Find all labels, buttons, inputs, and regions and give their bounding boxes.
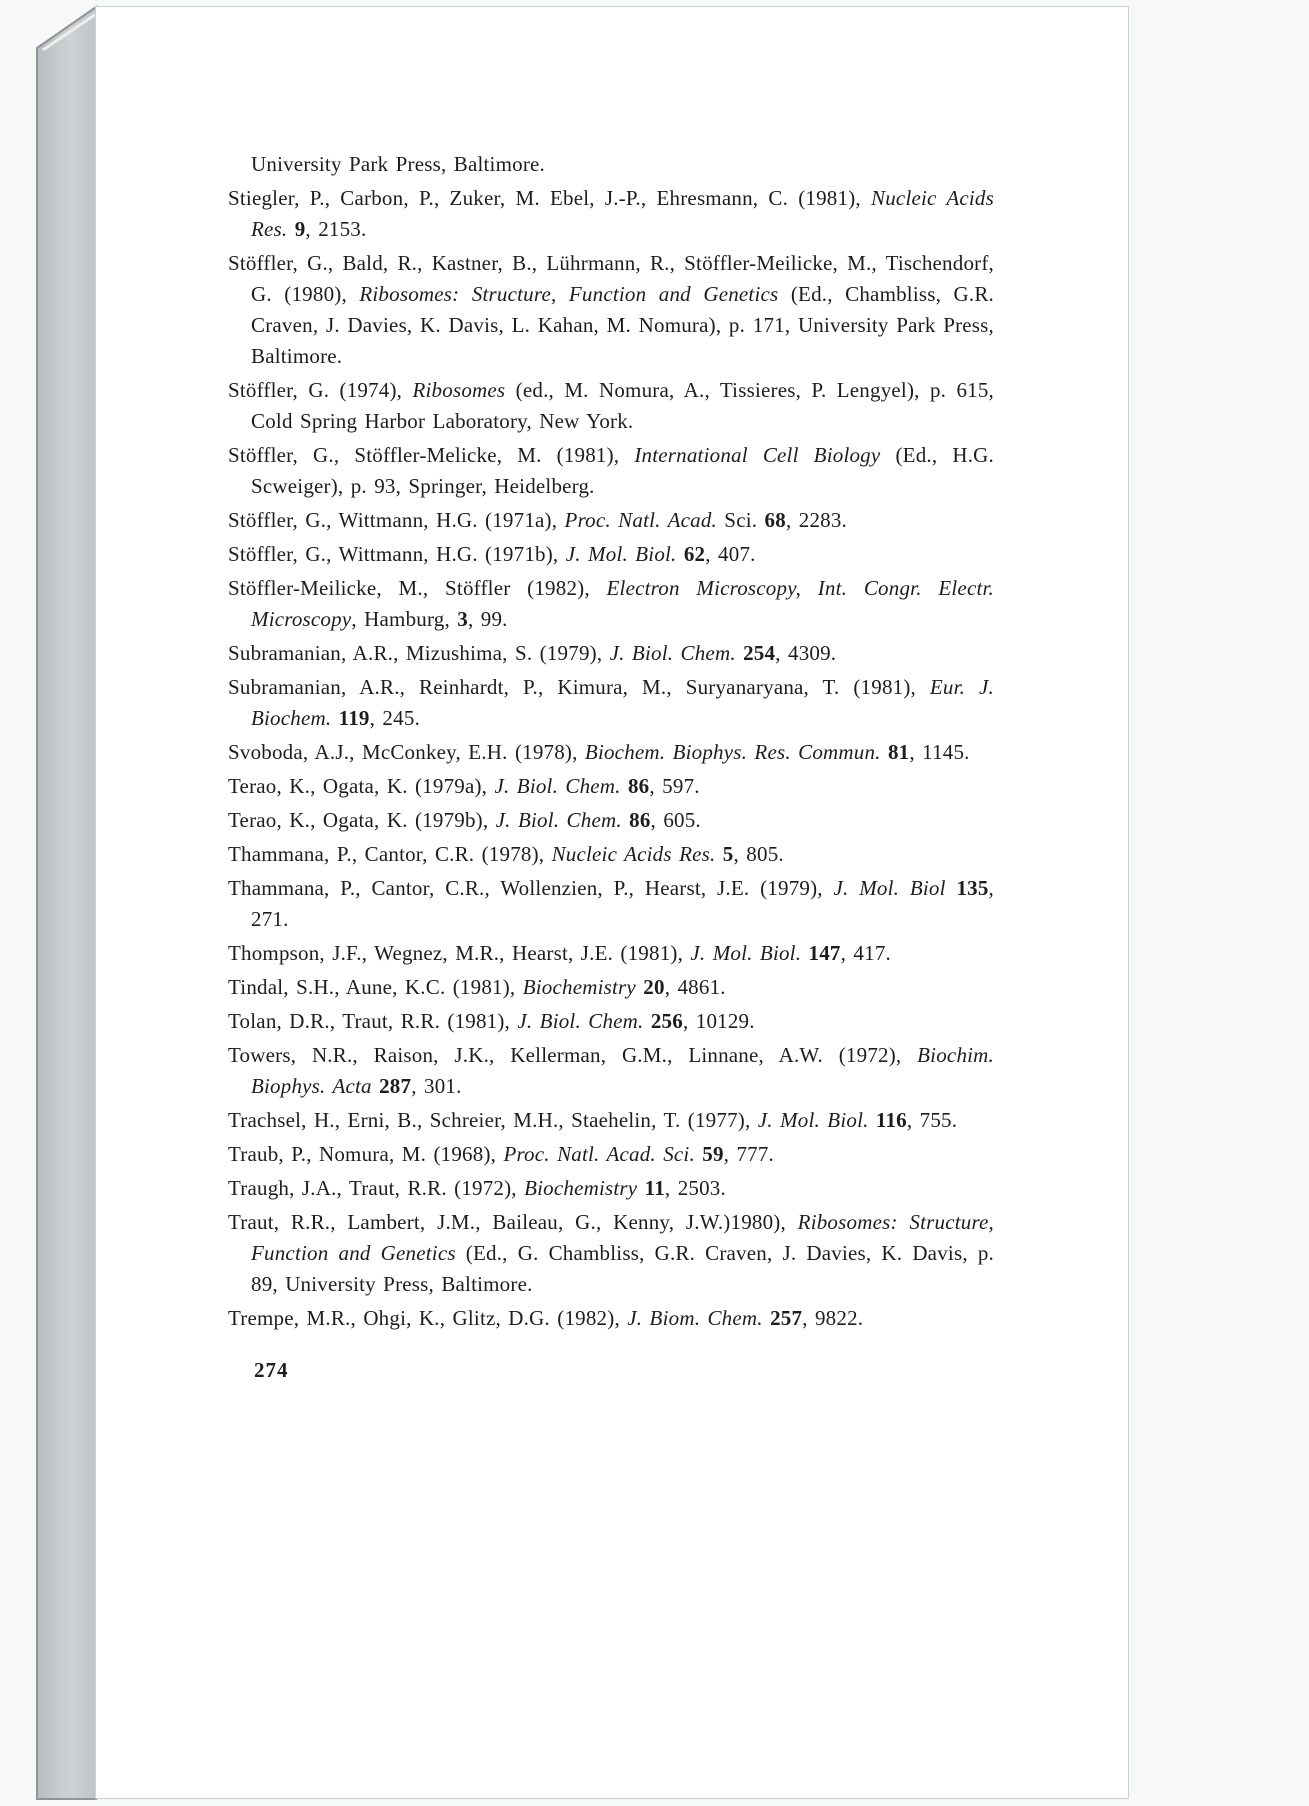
ref-segment: , 605. [650, 808, 701, 832]
ref-segment: Stöffler-Meilicke, M., Stöffler (1982), [228, 576, 607, 600]
ref-segment: J. Biom. Chem. [627, 1306, 763, 1330]
reference-entry [228, 573, 994, 635]
ref-segment: Stöffler, G., Wittmann, H.G. (1971b), [228, 542, 566, 566]
ref-segment: Stöffler, G. (1974), [228, 378, 413, 402]
ref-segment [372, 1074, 379, 1098]
page-stack-edge [37, 7, 96, 1799]
reference-entry [228, 505, 994, 536]
ref-segment: University Park Press, Baltimore. [251, 152, 545, 176]
ref-segment: Trempe, M.R., Ohgi, K., Glitz, D.G. (1982), [228, 1306, 628, 1330]
page-number: 274 [254, 1358, 289, 1382]
ref-segment: 3 [457, 607, 468, 631]
ref-segment: Proc. Natl. Acad. [564, 508, 717, 532]
ref-segment [736, 641, 743, 665]
ref-segment: 135 [956, 876, 989, 900]
ref-segment: J. Biol. Chem. [517, 1009, 644, 1033]
ref-segment: Subramanian, A.R., Reinhardt, P., Kimura, M., Suryanaryana, T. (1981), [228, 675, 930, 699]
ref-segment: Eur. J. Biochem. [251, 675, 994, 730]
ref-segment: (Ed., H.G. Scweiger), p. 93, Springer, Heidelberg. [251, 443, 994, 498]
ref-segment: Thompson, J.F., Wegnez, M.R., Hearst, J.E. (1981), [228, 941, 691, 965]
references-list [228, 149, 994, 1334]
reference-entry [228, 183, 994, 245]
ref-segment: , Hamburg, [351, 607, 458, 631]
ref-segment [881, 740, 888, 764]
ref-segment: , 245. [369, 706, 420, 730]
ref-segment: J. Mol. Biol. [690, 941, 802, 965]
ref-segment [331, 706, 338, 730]
reference-entry [228, 938, 994, 969]
ref-segment: , 407. [705, 542, 756, 566]
ref-segment: , 271. [251, 876, 994, 931]
ref-segment: , 99. [467, 607, 508, 631]
ref-segment: Nucleic Acids Res. [251, 186, 994, 241]
ref-segment: International Cell Biology [634, 443, 881, 467]
reference-entry [228, 149, 994, 180]
ref-segment: Sci. [716, 508, 765, 532]
ref-segment: Ribosomes [412, 378, 506, 402]
ref-segment: , 2503. [664, 1176, 726, 1200]
ref-segment: Towers, N.R., Raison, J.K., Kellerman, G.M., Linnane, A.W. (1972), [228, 1043, 918, 1067]
reference-entry [228, 1105, 994, 1136]
ref-segment: Biochem. Biophys. Res. Commun. [584, 740, 881, 764]
ref-segment [637, 1176, 644, 1200]
ref-segment: , 4861. [664, 975, 726, 999]
ref-segment: (ed., M. Nomura, A., Tissieres, P. Lengyel), p. 615, Cold Spring Harbor Laboratory, New York. [251, 378, 994, 433]
reference-entry [228, 638, 994, 669]
reference-entry [228, 672, 994, 734]
reference-entry [228, 1040, 994, 1102]
ref-segment: 11 [644, 1176, 665, 1200]
ref-segment [677, 542, 684, 566]
ref-segment: J. Biol. Chem. [609, 641, 736, 665]
ref-segment: J. Mol. Biol. [757, 1108, 869, 1132]
reference-entry [228, 972, 994, 1003]
ref-segment: Thammana, P., Cantor, C.R., Wollenzien, P., Hearst, J.E. (1979), [228, 876, 834, 900]
ref-segment: J. Mol. Biol. [565, 542, 677, 566]
ref-segment: , 597. [649, 774, 700, 798]
ref-segment: Terao, K., Ogata, K. (1979a), [228, 774, 495, 798]
ref-segment: Tindal, S.H., Aune, K.C. (1981), [228, 975, 523, 999]
ref-segment [763, 1306, 770, 1330]
reference-entry [228, 873, 994, 935]
ref-segment: Tolan, D.R., Traut, R.R. (1981), [228, 1009, 518, 1033]
reference-entry [228, 1303, 994, 1334]
ref-segment: Traugh, J.A., Traut, R.R. (1972), [228, 1176, 525, 1200]
ref-segment [287, 217, 294, 241]
ref-segment: Stöffler, G., Wittmann, H.G. (1971a), [228, 508, 565, 532]
ref-segment: 256 [650, 1009, 683, 1033]
ref-segment: 119 [338, 706, 370, 730]
ref-segment: Terao, K., Ogata, K. (1979b), [228, 808, 496, 832]
ref-segment: 147 [808, 941, 841, 965]
reference-entry [228, 440, 994, 502]
reference-entry [228, 1006, 994, 1037]
ref-segment: Trachsel, H., Erni, B., Schreier, M.H., Staehelin, T. (1977), [228, 1108, 758, 1132]
ref-segment: Ribosomes: Structure, Function and Genetics [359, 282, 779, 306]
ref-segment: , 4309. [775, 641, 837, 665]
ref-segment: Biochim. Biophys. Acta [251, 1043, 994, 1098]
ref-segment: , 755. [906, 1108, 958, 1132]
reference-entry [228, 737, 994, 768]
ref-segment: Subramanian, A.R., Mizushima, S. (1979), [228, 641, 610, 665]
ref-segment: , 805. [733, 842, 784, 866]
ref-segment: 86 [629, 808, 651, 832]
ref-segment [715, 842, 722, 866]
ref-segment: Nucleic Acids Res. [551, 842, 716, 866]
book-page [95, 6, 1129, 1799]
ref-segment: (Ed., Chambliss, G.R. Craven, J. Davies, K. Davis, L. Kahan, M. Nomura), p. 171, University Park Press, Baltimore. [251, 282, 994, 368]
ref-segment: 5 [722, 842, 734, 866]
reference-entry [228, 1173, 994, 1204]
reference-entry [228, 248, 994, 372]
ref-segment: Stöffler, G., Stöffler-Melicke, M. (1981), [228, 443, 635, 467]
ref-segment: 81 [887, 740, 910, 764]
ref-segment: Thammana, P., Cantor, C.R. (1978), [228, 842, 552, 866]
ref-segment: J. Biol. Chem. [495, 808, 622, 832]
ref-segment [801, 941, 808, 965]
ref-segment: , 2283. [785, 508, 847, 532]
ref-segment: , 1145. [909, 740, 970, 764]
ref-segment: Ribosomes: Structure, Function and Genetics [251, 1210, 995, 1265]
reference-entry [228, 1139, 994, 1170]
ref-segment: Svoboda, A.J., McConkey, E.H. (1978), [228, 740, 585, 764]
ref-segment: Electron Microscopy, Int. Congr. Electr. Microscopy [251, 576, 995, 631]
ref-segment [869, 1108, 876, 1132]
reference-entry [228, 1207, 994, 1300]
ref-segment: 20 [643, 975, 665, 999]
ref-segment: , 10129. [682, 1009, 755, 1033]
ref-segment: , 777. [723, 1142, 774, 1166]
reference-entry [228, 375, 994, 437]
ref-segment: J. Mol. Biol [833, 876, 946, 900]
ref-segment: Stiegler, P., Carbon, P., Zuker, M. Ebel, J.-P., Ehresmann, C. (1981), [228, 186, 872, 210]
ref-segment: 59 [702, 1142, 724, 1166]
ref-segment: (Ed., G. Chambliss, G.R. Craven, J. Davies, K. Davis, p. 89, University Press, Baltimore. [251, 1241, 994, 1296]
ref-segment: 62 [683, 542, 706, 566]
reference-entry [228, 839, 994, 870]
ref-segment [644, 1009, 651, 1033]
ref-segment: Biochemistry [524, 1176, 638, 1200]
ref-segment: Traub, P., Nomura, M. (1968), [228, 1142, 504, 1166]
reference-entry [228, 805, 994, 836]
ref-segment: 86 [627, 774, 650, 798]
ref-segment: , 301. [411, 1074, 462, 1098]
ref-segment: 116 [875, 1108, 907, 1132]
ref-segment: 254 [743, 641, 776, 665]
ref-segment: 257 [770, 1306, 803, 1330]
ref-segment: , 2153. [305, 217, 367, 241]
ref-segment: , 9822. [802, 1306, 864, 1330]
ref-segment [946, 876, 957, 900]
ref-segment: Proc. Natl. Acad. Sci. [503, 1142, 695, 1166]
ref-segment [621, 774, 628, 798]
ref-segment: J. Biol. Chem. [494, 774, 621, 798]
ref-segment: 287 [379, 1074, 412, 1098]
ref-segment: Stöffler, G., Bald, R., Kastner, B., Lührmann, R., Stöffler-Meilicke, M., Tischendorf, G. (1980), [228, 251, 994, 306]
ref-segment: , 417. [840, 941, 891, 965]
ref-segment: 68 [764, 508, 786, 532]
reference-entry [228, 539, 994, 570]
reference-entry [228, 771, 994, 802]
ref-segment: Traut, R.R., Lambert, J.M., Baileau, G., Kenny, J.W.)1980), [228, 1210, 798, 1234]
ref-segment: 9 [294, 217, 306, 241]
ref-segment: Biochemistry [522, 975, 636, 999]
